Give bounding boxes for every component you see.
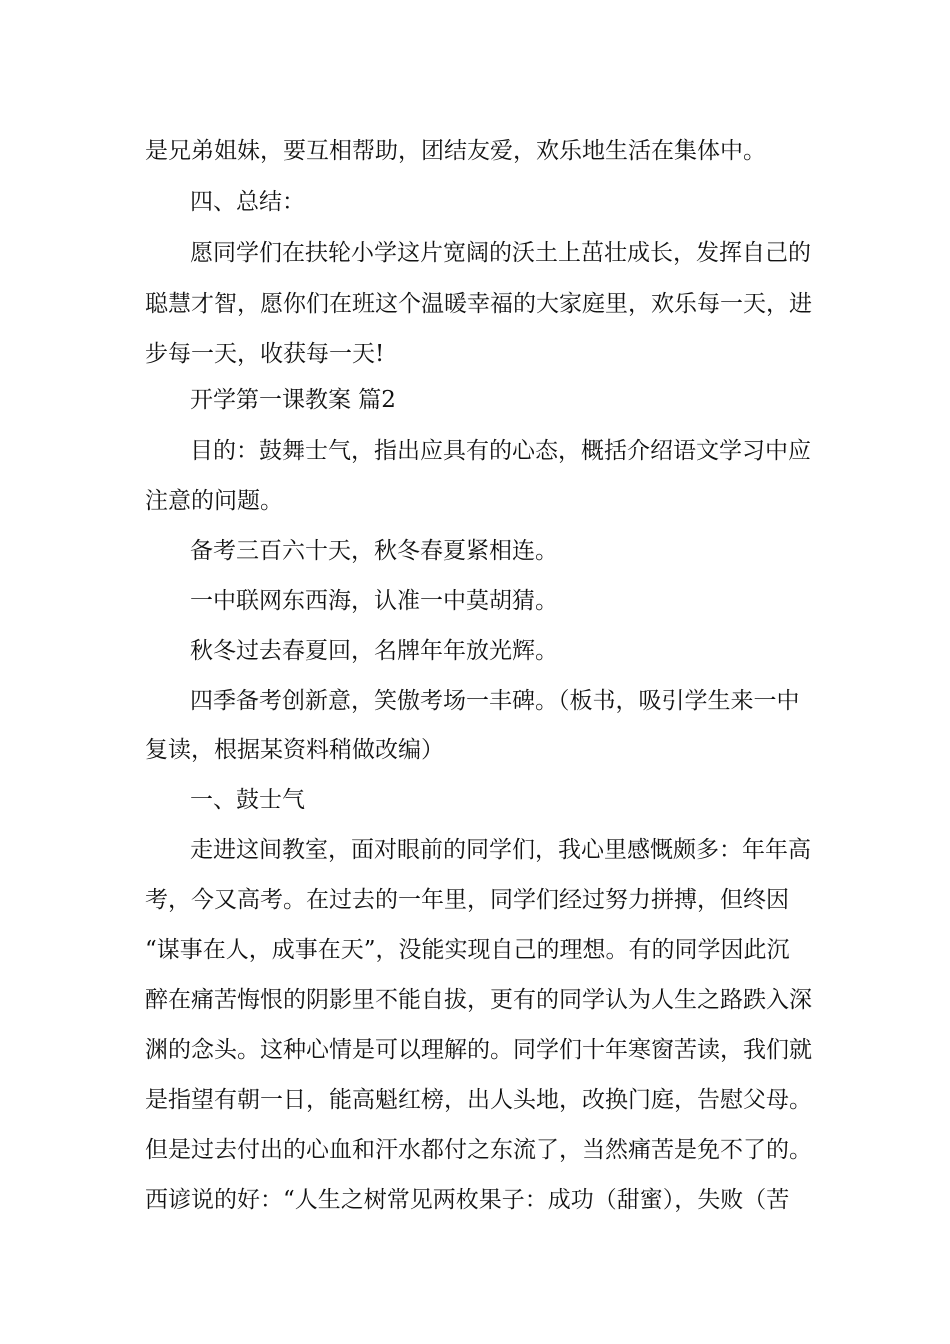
text-line: “谋事在人，成事在天”，没能实现自己的理想。有的同学因此沉 bbox=[145, 937, 790, 963]
section-heading: 一、鼓士气 bbox=[190, 787, 305, 813]
poem-line: 一中联网东西海，认准一中莫胡猜。 bbox=[190, 588, 558, 614]
section-heading: 四、总结： bbox=[190, 189, 305, 215]
text-line: 走进这间教室，面对眼前的同学们，我心里感慨颇多：年年高 bbox=[190, 837, 811, 863]
text-line: 注意的问题。 bbox=[145, 488, 283, 514]
text-line: 复读，根据某资料稍做改编） bbox=[145, 737, 444, 763]
text-line: 醉在痛苦悔恨的阴影里不能自拔，更有的同学认为人生之路跌入深 bbox=[145, 987, 812, 1013]
text-line: 愿同学们在扶轮小学这片宽阔的沃土上茁壮成长，发挥自己的 bbox=[190, 240, 811, 266]
text-line: 但是过去付出的心血和汗水都付之东流了，当然痛苦是免不了的。 bbox=[145, 1137, 812, 1163]
text-line: 是兄弟姐妹，要互相帮助，团结友爱，欢乐地生活在集体中。 bbox=[145, 138, 766, 164]
text-line: 考，今又高考。在过去的一年里，同学们经过努力拼搏，但终因 bbox=[145, 887, 789, 913]
text-line: 聪慧才智，愿你们在班这个温暖幸福的大家庭里，欢乐每一天，进 bbox=[145, 291, 812, 317]
text-line: 西谚说的好：“人生之树常见两枚果子：成功（甜蜜），失败（苦 bbox=[145, 1187, 790, 1213]
text-line: 是指望有朝一日，能高魁红榜，出人头地，改换门庭，告慰父母。 bbox=[145, 1087, 812, 1113]
section-title: 开学第一课教案 篇2 bbox=[190, 387, 396, 413]
text-line: 目的：鼓舞士气，指出应具有的心态，概括介绍语文学习中应 bbox=[190, 438, 811, 464]
poem-line: 四季备考创新意，笑傲考场一丰碑。（板书，吸引学生来一中 bbox=[190, 688, 800, 714]
poem-line: 备考三百六十天，秋冬春夏紧相连。 bbox=[190, 538, 558, 564]
text-line: 渊的念头。这种心情是可以理解的。同学们十年寒窗苦读，我们就 bbox=[145, 1037, 812, 1063]
text-line: 步每一天，收获每一天! bbox=[145, 341, 385, 367]
poem-line: 秋冬过去春夏回，名牌年年放光辉。 bbox=[190, 638, 558, 664]
